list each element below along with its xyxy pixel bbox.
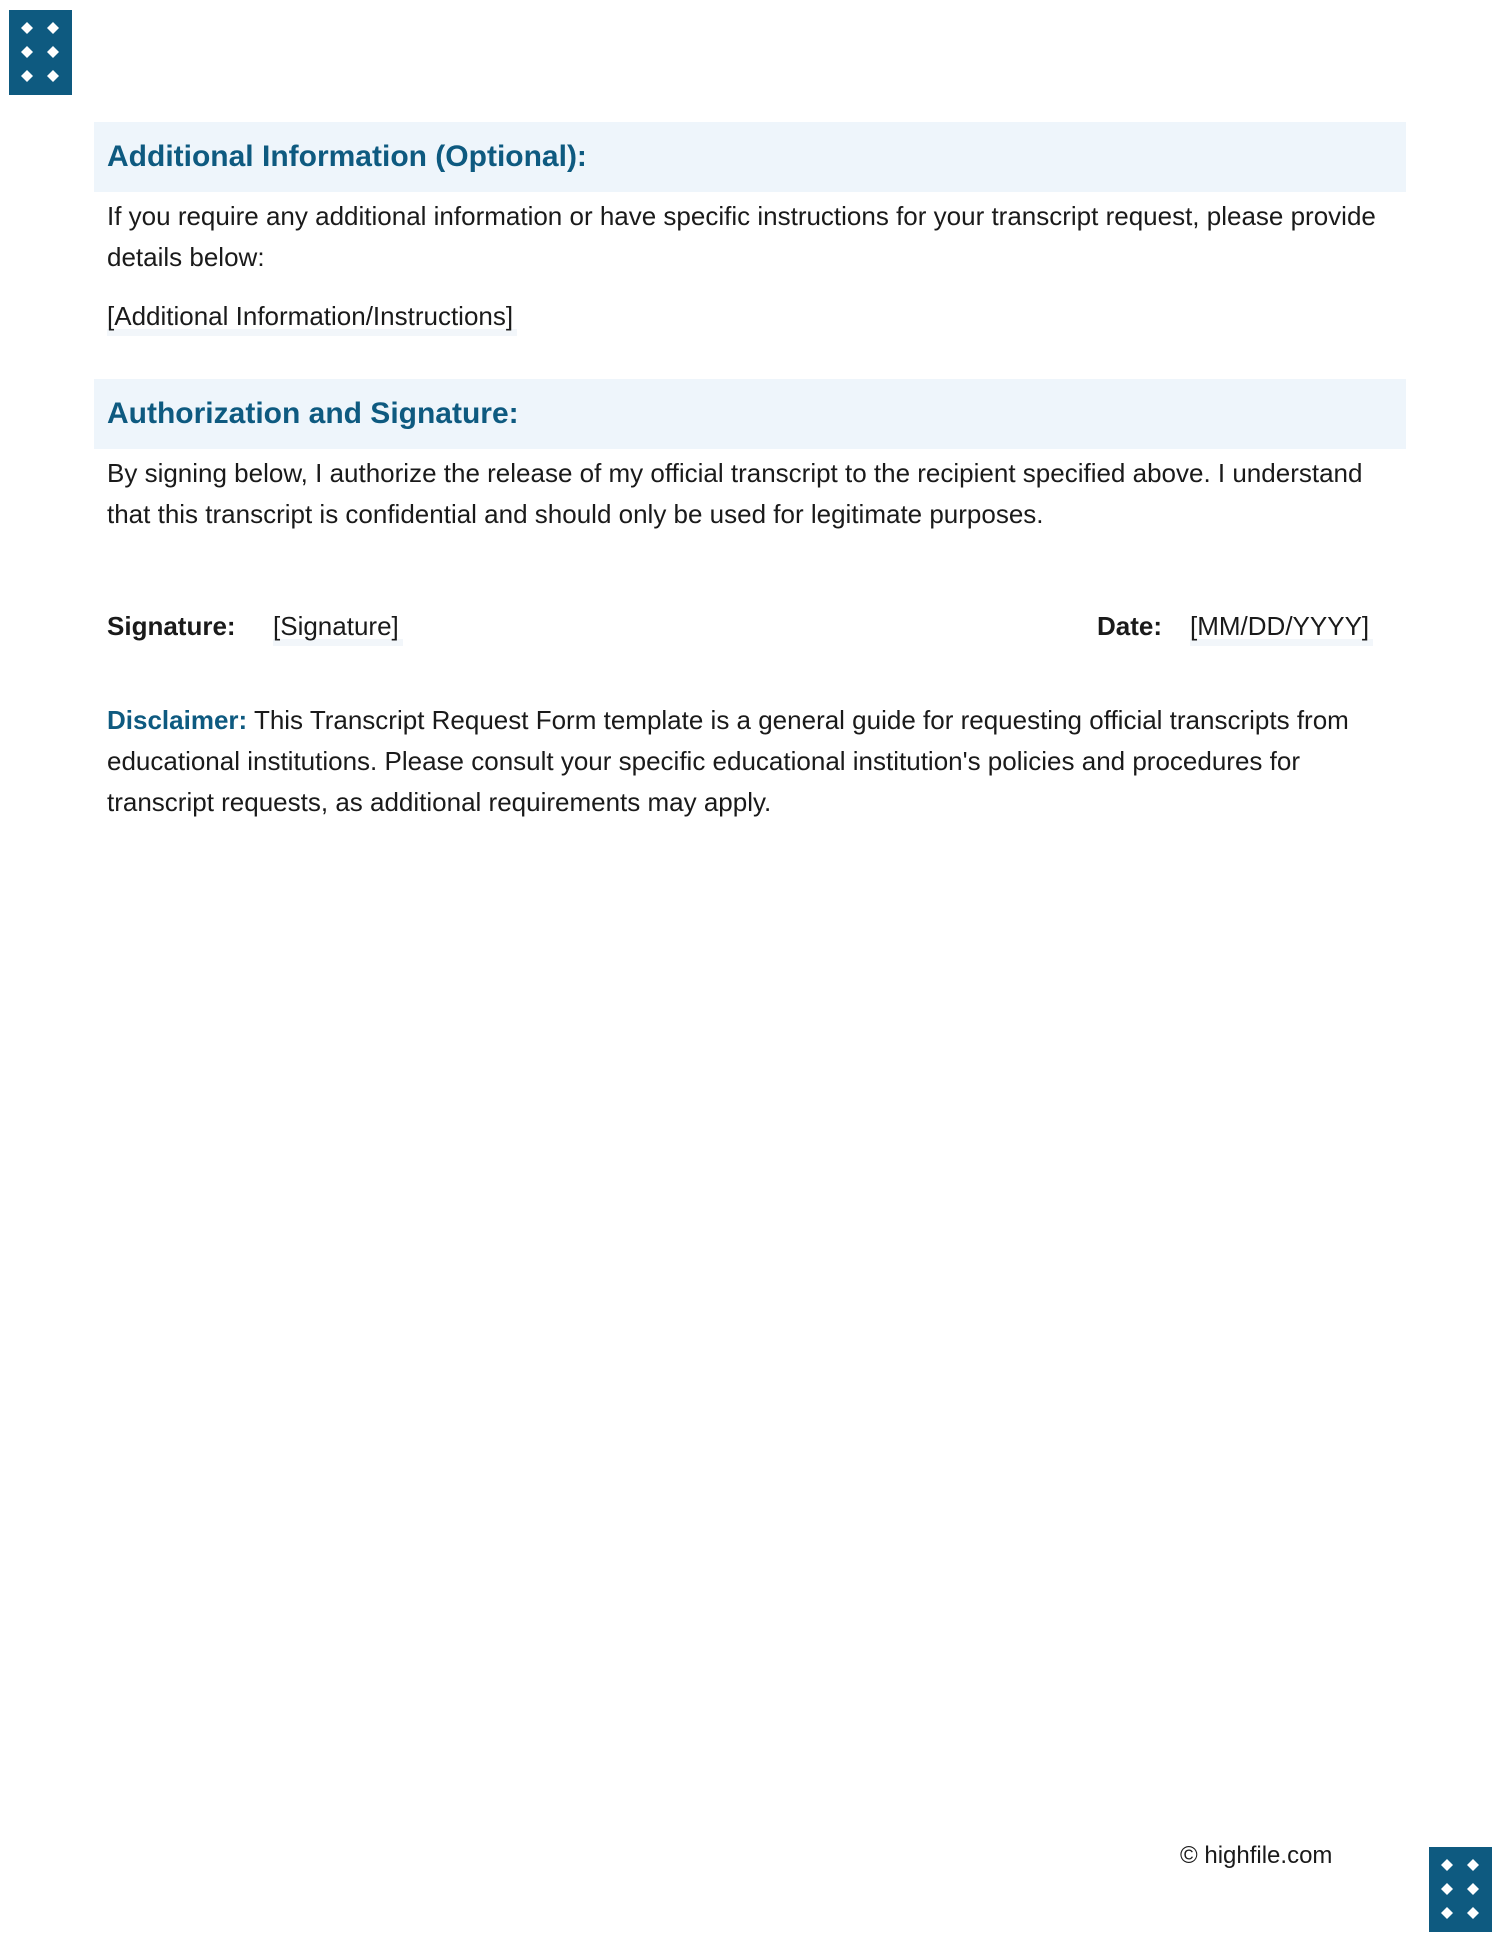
logo-top — [9, 10, 72, 95]
additional-info-text: If you require any additional information or have specific instructions for your transcript request, please provide details below: — [107, 201, 1376, 272]
authorization-heading: Authorization and Signature: — [107, 397, 519, 430]
logo-bottom — [1429, 1847, 1492, 1932]
disclaimer-text: This Transcript Request Form template is a general guide for requesting official transcripts from educational institutions. Please consult your specific educational institution's policies and procedures for transcript requests, as additional requirements may apply. — [107, 705, 1349, 817]
diamond-grid-icon — [1429, 1847, 1492, 1932]
footer-copyright: © highfile.com — [1180, 1842, 1333, 1869]
signature-field[interactable]: [Signature] — [273, 610, 403, 646]
disclaimer — [107, 700, 1402, 823]
diamond-grid-icon — [9, 10, 72, 95]
additional-info-header — [94, 122, 1406, 192]
date-label: Date: — [1097, 611, 1163, 641]
additional-info-field[interactable]: [Additional Information/Instructions] — [107, 300, 517, 336]
authorization-header — [94, 379, 1406, 449]
authorization-text: By signing below, I authorize the release of my official transcript to the recipient specified above. I understand that this transcript is confidential and should only be used for legitimate purposes. — [107, 458, 1363, 529]
date-field[interactable]: [MM/DD/YYYY] — [1190, 610, 1373, 646]
signature-label: Signature: — [107, 611, 236, 641]
disclaimer-title: Disclaimer: — [107, 705, 248, 735]
additional-info-heading: Additional Information (Optional): — [107, 140, 587, 173]
